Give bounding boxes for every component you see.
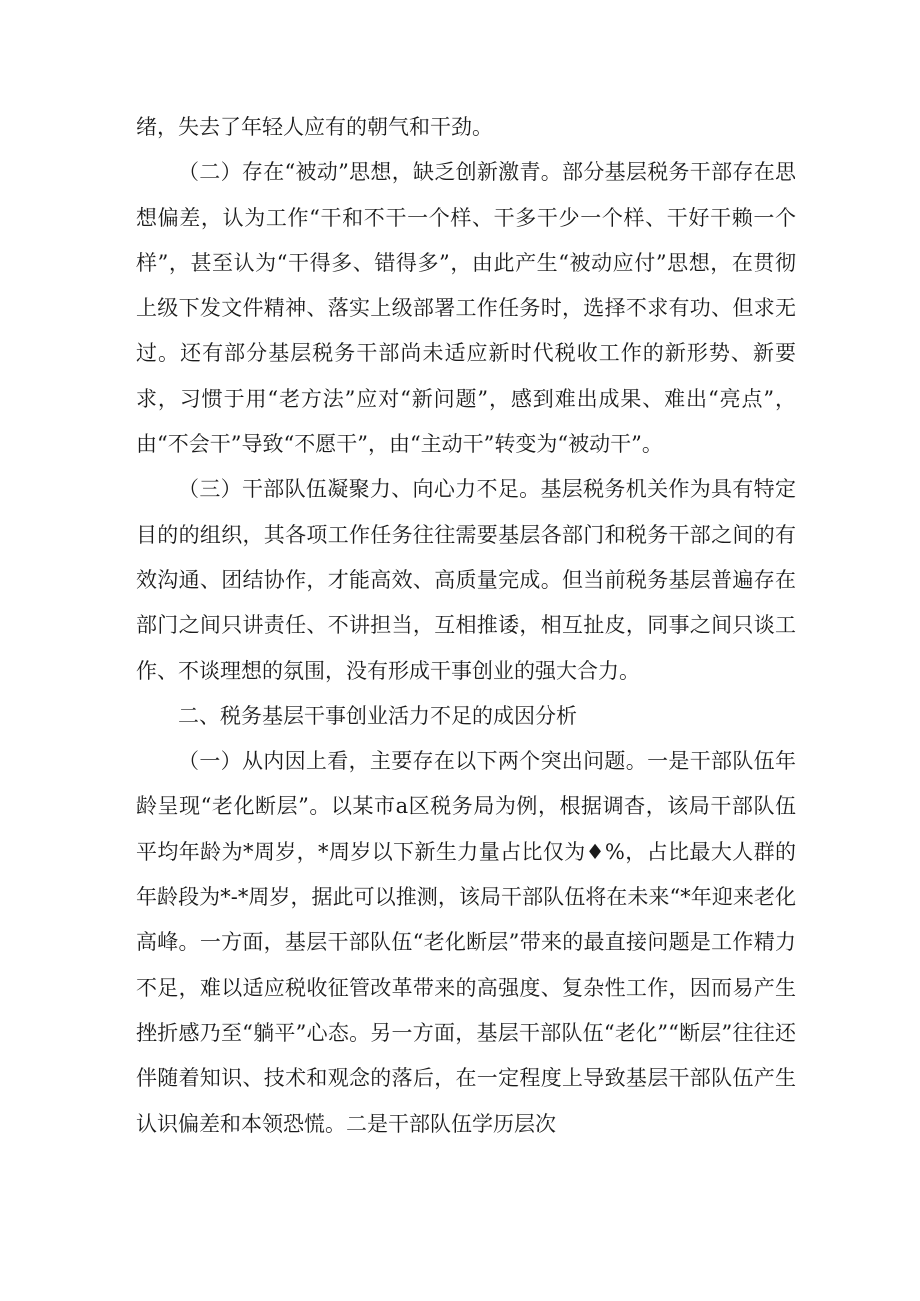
section-heading-cause-analysis: 二、税务基层干事创业活力不足的成因分析 xyxy=(178,703,577,728)
paragraph-internal-causes: （一）从内因上看，主要存在以下两个突出问题。一是干部队伍年龄呈现“老化断层”。以某市a区税务局为例，根据调杳，该局干部队伍平均年龄为*周岁，*周岁以下新生力量占比仅为♦%，占比最大人群的年龄段为*-*周岁，据此可以推测，该局干部队伍将在未来“*年迎来老化高峰。一方面，基层干部队伍“老化断层”带来的最直接问题是工作精力不足，难以适应税收征管改革带来的高强度、复杂性工作，因而易产生挫折感乃至“躺平”心态。另一方面，基层干部队伍“老化”“断层”往往还伴随着知识、技术和观念的落后，在一定程度上导致基层干部队伍产生认识偏差和本领恐慌。二是干部队伍学历层次 xyxy=(136,749,796,1136)
document-body xyxy=(136,105,796,1147)
paragraph-cohesion: （三）干部队伍凝聚力、向心力不足。基层税务机关作为具有特定目的的组织，其各项工作任务往往需要基层各部门和税务干部之间的有效沟通、团结协作，才能高效、高质量完成。但当前税务基层普遍存在部门之间只讲责任、不讲担当，互相推诿，相互扯皮，同事之间只谈工作、不谈理想的氛围，没有形成干事创业的强大合力。 xyxy=(136,477,796,683)
paragraph-continuation: 绪，失去了年轻人应有的朝气和干劲。 xyxy=(136,115,493,139)
paragraph-passive-thinking: （二）存在“被动”思想，缺乏创新激青。部分基层税务干部存在思想偏差，认为工作“干和不干一个样、干多干少一个样、干好干赖一个样”，甚至认为“干得多、错得多”，由此产生“被动应付”思想，在贯彻上级下发文件精神、落实上级部署工作任务时，选择不求有功、但求无过。还有部分基层税务干部尚未适应新时代税收工作的新形势、新要求，习惯于用“老方法”应对“新问题”，感到难出成果、难出“亮点”，由“不会干”导致“不愿干”，由“主动干”转变为“被动干”。 xyxy=(136,160,796,457)
